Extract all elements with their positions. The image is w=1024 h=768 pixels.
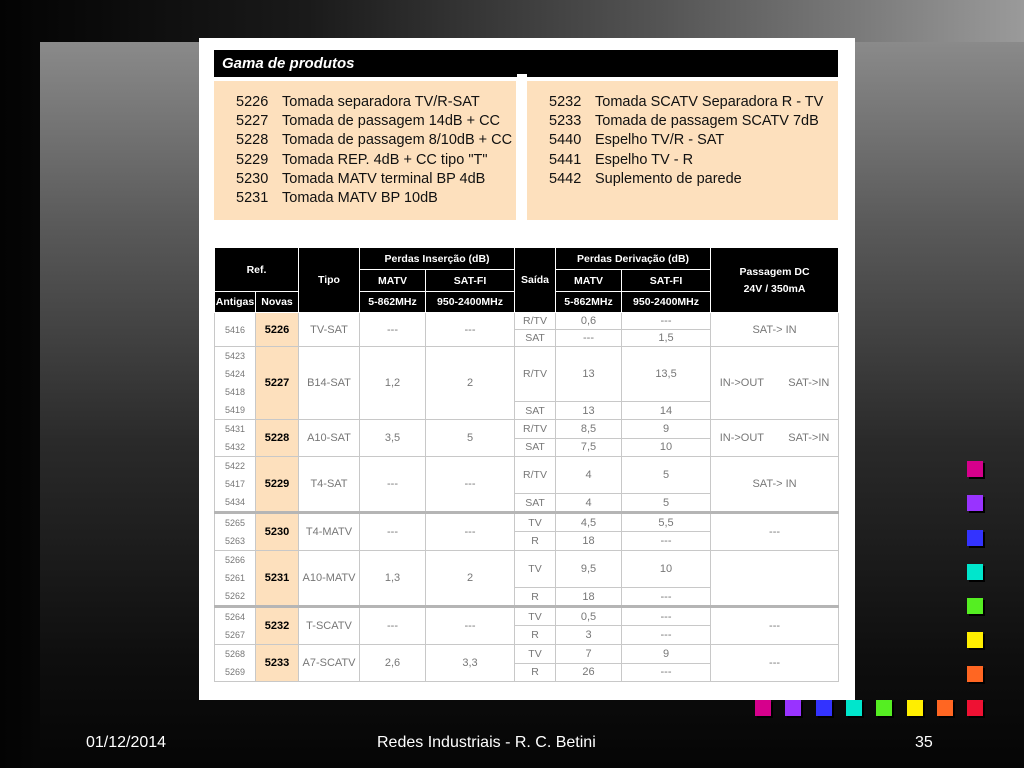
product-list-right — [527, 81, 838, 220]
saida-cell: TV — [515, 607, 556, 626]
table-row — [215, 645, 839, 664]
saida-cell: SAT — [515, 402, 556, 420]
antigas-code: 5268 — [224, 649, 246, 659]
tipo-cell: TV-SAT — [299, 313, 360, 347]
antigas-code: 5417 — [224, 479, 246, 489]
saida-cell: TV — [515, 513, 556, 532]
antigas-code: 5261 — [224, 573, 246, 583]
saida-cell: SAT — [515, 438, 556, 457]
passagem-dc-cell: SAT-> IN — [711, 457, 839, 513]
der-matv-cell: 4 — [556, 494, 622, 513]
ins-sat-cell: 3,3 — [426, 645, 515, 682]
product-description: Tomada REP. 4dB + CC tipo "T" — [282, 151, 488, 168]
antigas-codes — [215, 347, 256, 420]
header-ins-satfi-band: 950-2400MHz — [426, 292, 515, 313]
table-row — [215, 420, 839, 439]
der-matv-cell: 0,6 — [556, 313, 622, 330]
header-ins-satfi: SAT-FI — [426, 270, 515, 292]
der-matv-cell: 0,5 — [556, 607, 622, 626]
antigas-codes — [215, 607, 256, 645]
saida-cell: R — [515, 588, 556, 607]
ins-sat-cell: 2 — [426, 347, 515, 420]
antigas-code: 5434 — [224, 497, 246, 507]
nova-code: 5232 — [256, 607, 299, 645]
antigas-code: 5423 — [224, 351, 246, 361]
der-sat-cell: --- — [622, 626, 711, 645]
product-code: 5231 — [236, 190, 269, 207]
table-row — [215, 513, 839, 532]
ins-matv-cell: --- — [360, 513, 426, 551]
decorative-square — [816, 700, 832, 716]
table-row — [215, 347, 839, 402]
product-item — [236, 151, 516, 170]
decorative-square — [967, 530, 983, 546]
decorative-square — [967, 461, 983, 477]
passagem-dc-cell: IN->OUT SAT->IN — [711, 420, 839, 457]
antigas-code: 5262 — [224, 591, 246, 601]
product-description: Tomada MATV terminal BP 4dB — [282, 170, 486, 187]
der-matv-cell: 18 — [556, 532, 622, 551]
decorative-square — [967, 632, 983, 648]
ins-matv-cell: 1,3 — [360, 551, 426, 607]
der-sat-cell: 10 — [622, 551, 711, 588]
der-matv-cell: --- — [556, 330, 622, 347]
passagem-dc-cell: IN->OUT SAT->IN — [711, 347, 839, 420]
table-row — [215, 457, 839, 494]
product-item — [236, 170, 516, 189]
ins-matv-cell: 3,5 — [360, 420, 426, 457]
antigas-code: 5424 — [224, 369, 246, 379]
der-sat-cell: 9 — [622, 645, 711, 664]
antigas-code: 5418 — [224, 387, 246, 397]
tipo-cell: T4-SAT — [299, 457, 360, 513]
ins-sat-cell: --- — [426, 457, 515, 513]
header-tick — [517, 74, 527, 80]
antigas-code: 5419 — [224, 405, 246, 415]
product-description: Tomada SCATV Separadora R - TV — [595, 94, 824, 110]
decorative-square — [967, 495, 983, 511]
ins-matv-cell: --- — [360, 607, 426, 645]
product-description: Espelho TV - R — [595, 151, 694, 168]
tipo-cell: T4-MATV — [299, 513, 360, 551]
nova-code: 5228 — [256, 420, 299, 457]
ins-matv-cell: --- — [360, 313, 426, 347]
tipo-cell: A10-SAT — [299, 420, 360, 457]
der-matv-cell: 7 — [556, 645, 622, 664]
antigas-code: 5264 — [224, 612, 246, 622]
product-code: 5441 — [549, 151, 582, 168]
saida-cell: TV — [515, 551, 556, 588]
product-description: Tomada de passagem 8/10dB + CC — [282, 132, 513, 149]
product-item — [549, 151, 838, 170]
saida-cell: SAT — [515, 494, 556, 513]
der-sat-cell: 5 — [622, 494, 711, 513]
header-der-matv: MATV — [556, 270, 622, 292]
passagem-dc-cell: SAT-> IN — [711, 313, 839, 347]
passagem-dc-cell: --- — [711, 607, 839, 645]
antigas-code: 5267 — [224, 630, 246, 640]
der-matv-cell: 4 — [556, 457, 622, 494]
der-matv-cell: 8,5 — [556, 420, 622, 439]
ins-matv-cell: --- — [360, 457, 426, 513]
antigas-code: 5431 — [224, 424, 246, 434]
header-ins-matv: MATV — [360, 270, 426, 292]
der-matv-cell: 13 — [556, 347, 622, 402]
product-code: 5228 — [236, 132, 269, 149]
product-description: Tomada separadora TV/R-SAT — [282, 94, 480, 110]
header-ref: Ref. — [215, 248, 299, 292]
antigas-codes — [215, 420, 256, 457]
der-matv-cell: 9,5 — [556, 551, 622, 588]
antigas-code: 5269 — [224, 667, 246, 677]
decorative-square — [785, 700, 801, 716]
table-row — [215, 313, 839, 330]
der-sat-cell: --- — [622, 663, 711, 682]
header-antigas: Antigas — [215, 292, 256, 313]
header-der-satfi-band: 950-2400MHz — [622, 292, 711, 313]
product-code: 5229 — [236, 151, 269, 168]
product-code: 5226 — [236, 94, 269, 110]
decorative-square — [876, 700, 892, 716]
decorative-square — [846, 700, 862, 716]
antigas-codes — [215, 457, 256, 513]
nova-code: 5227 — [256, 347, 299, 420]
footer-date: 01/12/2014 — [86, 734, 167, 751]
nova-code: 5231 — [256, 551, 299, 607]
saida-cell: R/TV — [515, 313, 556, 330]
der-sat-cell: --- — [622, 313, 711, 330]
decorative-square — [967, 700, 983, 716]
saida-cell: SAT — [515, 330, 556, 347]
der-sat-cell: 9 — [622, 420, 711, 439]
decorative-square — [907, 700, 923, 716]
header-tipo: Tipo — [299, 248, 360, 313]
decorative-square — [967, 564, 983, 580]
passagem-dc-cell: --- — [711, 513, 839, 551]
ins-sat-cell: 5 — [426, 420, 515, 457]
passagem-dc-cell — [711, 551, 839, 607]
table-row — [215, 551, 839, 588]
product-description: Tomada de passagem SCATV 7dB — [595, 113, 819, 130]
header-passagem-dc-line2: 24V / 350mA — [743, 282, 806, 295]
table-row — [215, 607, 839, 626]
header-ins-matv-band: 5-862MHz — [360, 292, 426, 313]
product-image — [199, 38, 855, 700]
ins-sat-cell: --- — [426, 313, 515, 347]
antigas-codes — [215, 645, 256, 682]
product-code: 5233 — [549, 113, 582, 130]
der-sat-cell: 5 — [622, 457, 711, 494]
der-sat-cell: --- — [622, 588, 711, 607]
gama-title: Gama de produtos — [214, 50, 838, 77]
der-matv-cell: 7,5 — [556, 438, 622, 457]
product-item — [549, 131, 838, 150]
der-sat-cell: 13,5 — [622, 347, 711, 402]
header-passagem-dc — [711, 248, 839, 313]
der-sat-cell: 10 — [622, 438, 711, 457]
header-saida: Saída — [515, 248, 556, 313]
decorative-square — [755, 700, 771, 716]
der-matv-cell: 4,5 — [556, 513, 622, 532]
decorative-square — [967, 666, 983, 682]
tipo-cell: A7-SCATV — [299, 645, 360, 682]
saida-cell: R/TV — [515, 457, 556, 494]
product-description: Tomada MATV BP 10dB — [282, 190, 438, 207]
product-item — [549, 112, 838, 131]
tipo-cell: B14-SAT — [299, 347, 360, 420]
product-description: Tomada de passagem 14dB + CC — [282, 113, 501, 130]
header-novas: Novas — [256, 292, 299, 313]
nova-code: 5233 — [256, 645, 299, 682]
product-code: 5440 — [549, 132, 582, 149]
nova-code: 5229 — [256, 457, 299, 513]
nova-code: 5226 — [256, 313, 299, 347]
header-der-satfi: SAT-FI — [622, 270, 711, 292]
nova-code: 5230 — [256, 513, 299, 551]
decorative-square — [937, 700, 953, 716]
antigas-code: 5416 — [224, 324, 246, 335]
saida-cell: TV — [515, 645, 556, 664]
product-description: Espelho TV/R - SAT — [595, 132, 725, 149]
product-description: Suplemento de parede — [595, 170, 742, 187]
der-matv-cell: 26 — [556, 663, 622, 682]
saida-cell: R — [515, 663, 556, 682]
ins-matv-cell: 2,6 — [360, 645, 426, 682]
header-perdas-derivacao: Perdas Derivação (dB) — [556, 248, 711, 270]
tipo-cell: A10-MATV — [299, 551, 360, 607]
antigas-code: 5422 — [224, 461, 246, 471]
der-sat-cell: 1,5 — [622, 330, 711, 347]
product-code: 5230 — [236, 170, 269, 187]
footer-title: Redes Industriais - R. C. Betini — [377, 734, 596, 751]
der-matv-cell: 13 — [556, 402, 622, 420]
tipo-cell: T-SCATV — [299, 607, 360, 645]
der-sat-cell: 14 — [622, 402, 711, 420]
antigas-code: 5266 — [224, 555, 246, 565]
antigas-codes — [215, 313, 256, 347]
der-sat-cell: --- — [622, 607, 711, 626]
saida-cell: R/TV — [515, 347, 556, 402]
product-item — [549, 93, 838, 112]
header-der-matv-band: 5-862MHz — [556, 292, 622, 313]
product-item — [236, 93, 516, 112]
product-item — [236, 189, 516, 208]
product-item — [549, 170, 838, 189]
saida-cell: R/TV — [515, 420, 556, 439]
header-passagem-dc-line1: Passagem DC — [739, 265, 810, 278]
product-code: 5227 — [236, 113, 269, 130]
header-perdas-insercao: Perdas Inserção (dB) — [360, 248, 515, 270]
saida-cell: R — [515, 532, 556, 551]
ins-matv-cell: 1,2 — [360, 347, 426, 420]
footer-page-number: 35 — [915, 734, 933, 751]
antigas-code: 5432 — [224, 442, 246, 452]
decorative-square — [967, 598, 983, 614]
product-item — [236, 112, 516, 131]
product-list-left — [214, 81, 516, 220]
der-matv-cell: 18 — [556, 588, 622, 607]
ins-sat-cell: --- — [426, 607, 515, 645]
spec-table — [214, 247, 839, 682]
product-code: 5232 — [549, 94, 582, 110]
saida-cell: R — [515, 626, 556, 645]
product-item — [236, 131, 516, 150]
product-code: 5442 — [549, 170, 582, 187]
ins-sat-cell: --- — [426, 513, 515, 551]
antigas-code: 5265 — [224, 518, 246, 528]
passagem-dc-cell: --- — [711, 645, 839, 682]
ins-sat-cell: 2 — [426, 551, 515, 607]
antigas-codes — [215, 513, 256, 551]
der-matv-cell: 3 — [556, 626, 622, 645]
antigas-codes — [215, 551, 256, 607]
der-sat-cell: 5,5 — [622, 513, 711, 532]
der-sat-cell: --- — [622, 532, 711, 551]
antigas-code: 5263 — [224, 536, 246, 546]
